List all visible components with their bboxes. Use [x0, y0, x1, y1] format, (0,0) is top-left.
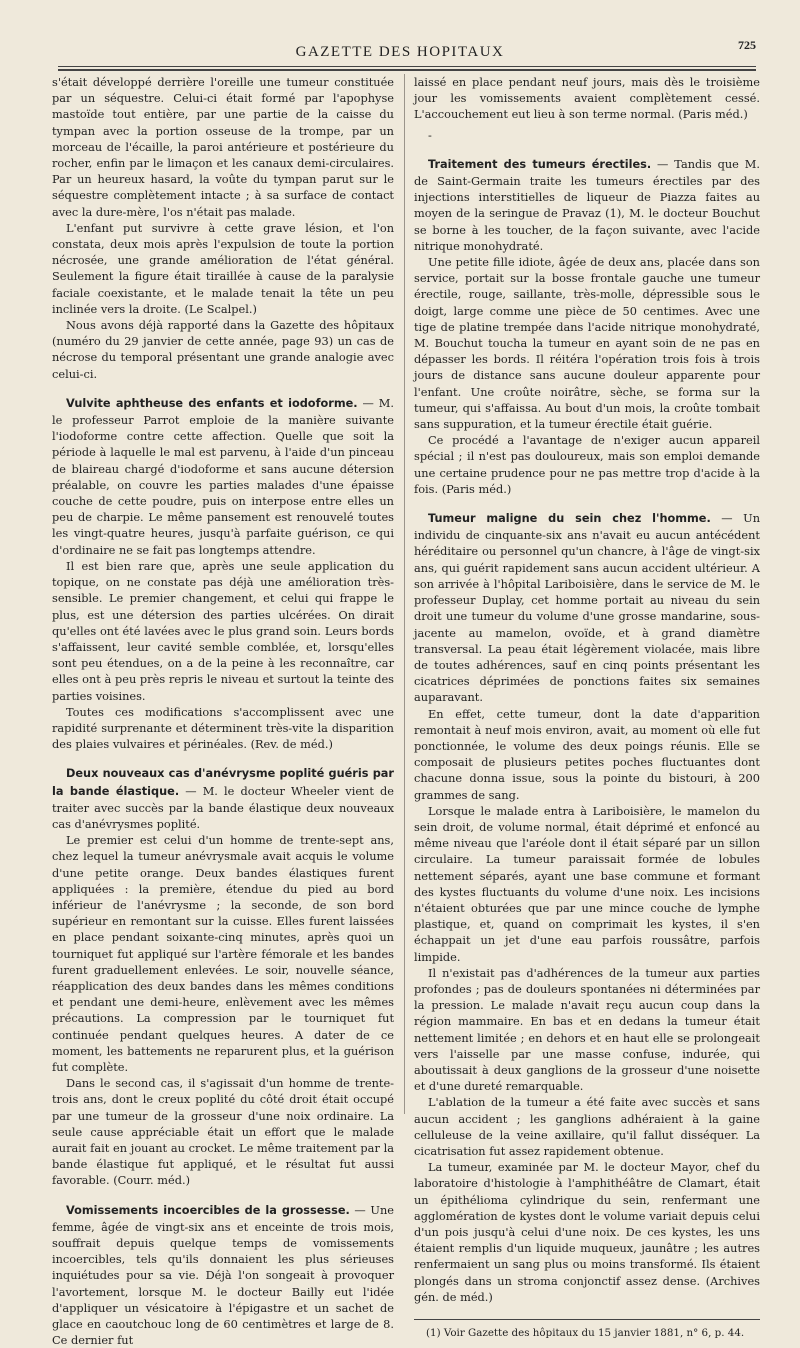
paragraph: Toutes ces modifications s'accomplissent avec une rapidité surprenante et déterminent très-vite la disparition des plaies vulvaires et périnéales. (Rev. de méd.) [52, 704, 394, 752]
paragraph-text: Un individu de cinquante-six ans n'avait eu aucun antécédent héréditaire ou personnel qu'un chancre, à l'âge de vingt-six ans, qui guérit rapidement sans aucun accident ultérieur. A son arrivée à l'hôpital Lariboisière, dans le service de M. le professeur Duplay, cet homme portait au niveau du sein droit une tumeur du volume d'une grosse mandarine, sous-jacente au mamelon, ovoïde, et à grand diamètre transversal. La peau était légèrement violacée, mais libre de toutes adhérences, sauf en cinq points présentant les cicatrices déprimées de ponctions faites six semaines auparavant. [414, 511, 761, 705]
footnote: (1) Voir Gazette des hôpitaux du 15 janvier 1881, n° 6, p. 44. [426, 1327, 745, 1340]
article-lead: Deux nouveaux cas d'anévrysme poplité guéris par la bande élastique. — M. le docteur Wheeler vient de traiter avec succès par la bande élastique deux nouveaux cas d'anévrysmes poplité. [52, 767, 394, 831]
header-rule-thick [58, 69, 756, 71]
paragraph-text: Tandis que M. de Saint-Germain traite les tumeurs érectiles par des injections interstitielles de liqueur de Piazza faites au moyen de la seringue de Pravaz (1), M. le docteur Bouchut se borne à les toucher, de la façon suivante, avec l'acide nitrique monohydraté. [414, 156, 760, 253]
article-heading: Tumeur maligne du sein chez l'homme. [428, 512, 711, 526]
article-vulvite [52, 395, 394, 752]
paragraph: Nous avons déjà rapporté dans la Gazette des hôpitaux (numéro du 29 janvier de cette année, page 93) un cas de nécrose du temporal présentant une grande analogie avec celui-ci. [52, 318, 394, 381]
paragraph: Une petite fille idiote, âgée de deux ans, placée dans son service, portait sur la bosse frontale gauche une tumeur érectile, rouge, saillante, très-molle, dépressible sous le doigt, large comme une pièce de 50 centimes. Avec une tige de platine trempée dans l'acide nitrique monohydraté, M. Bouchut toucha la tumeur en ayant soin de ne pas en dépasser les bords. Il réitéra l'opération trois fois à trois jours de distance sans aucune douleur apparente pour l'enfant. Une croûte noirâtre, sèche, se forma sur la tumeur, qui s'affaissa. Au bout d'un mois, la croûte tombait sans suppuration, et la tumeur érectile était guérie. [414, 255, 760, 432]
paragraph-text: M. le docteur Wheeler vient de traiter avec succès par la bande élastique deux nouveaux cas d'anévrysmes poplité. [52, 783, 394, 831]
paragraph: En effet, cette tumeur, dont la date d'apparition remontait à neuf mois environ, avait, au moment où elle fut ponctionnée, le volume des deux poings réunis. Elle se composait de plusieurs petites poches fluctuantes dont chacune donna issue, sous la pointe du bistouri, à 200 grammes de sang. [414, 706, 760, 802]
article-sein [414, 510, 760, 1305]
article-lead: Vulvite aphtheuse des enfants et iodoforme. — M. le professeur Parrot emploie de la manière suivante l'iodoforme contre cette affection. Quelle que soit la période à laquelle le mal est parvenu, à l'aide d'un pinceau de blaireau chargé d'iodoforme et sans aucune détersion préalable, on couvre les parties malades d'une épaisse couche de cette poudre, puis on interpose entre elles un peu de charpie. Le même pansement est renouvelé toutes les vingt-quatre heures, jusqu'à parfaite guérison, ce qui d'ordinaire ne se fait pas longtemps attendre. [52, 395, 394, 557]
article-lead: Traitement des tumeurs érectiles. — Tandis que M. de Saint-Germain traite les tumeurs érectiles par des injections interstitielles de liqueur de Piazza faites au moyen de la seringue de Pravaz (1), M. le docteur Bouchut se borne à les toucher, de la façon suivante, avec l'acide nitrique monohydraté. [414, 156, 760, 253]
article-heading: Vomissements incoercibles de la grossesse. [66, 1203, 350, 1217]
right-column [414, 74, 761, 1340]
paragraph: s'était développé derrière l'oreille une tumeur constituée par un séquestre. Celui-ci était formé par l'apophyse mastoïde tout entière, par une partie de la caisse du tympan avec la portion osseuse de la trompe, par un morceau de l'écaille, la paroi antérieure et postérieure du rocher, enfin par le limaçon et les canaux demi-circulaires. Par un heureux hasard, la voûte du tympan parut sur le séquestre complètement intacte ; à sa surface de contact avec la dure-mère, l'os n'était pas malade. [52, 75, 394, 219]
paragraph: Le premier est celui d'un homme de trente-sept ans, chez lequel la tumeur anévrysmale avait acquis le volume d'une petite orange. Deux bandes élastiques furent appliquées : la première, étendue du pied au bord inférieur de l'anévrysme ; la seconde, de son bord supérieur en remontant sur la cuisse. Elles furent laissées en place pendant soixante-cinq minutes, après quoi un tourniquet fut appliqué sur l'artère fémorale et les bandes furent graduellement enlevées. Le soir, nouvelle séance, réapplication des deux bandes dans les mêmes conditions et pendant une demi-heure, enlèvement avec les mêmes précautions. La compression par le tourniquet fut continuée pendant quelques heures. A dater de ce moment, les battements ne reparurent plus, et la guérison fut complète. [52, 833, 394, 1074]
article-erectiles [414, 156, 760, 497]
section-separator: - [428, 127, 432, 142]
footnote-rule [414, 1319, 760, 1320]
article-heading: Deux nouveaux cas d'anévrysme poplité guéris par la bande élastique. [52, 767, 394, 798]
running-title: GAZETTE DES HOPITAUX [295, 44, 505, 60]
paragraph: Dans le second cas, il s'agissait d'un homme de trente-trois ans, dont le creux poplité du côté droit était occupé par une tumeur de la grosseur d'une noix ordinaire. La seule cause appréciable était un effort que le malade aurait fait en jouant au crocket. Le même traitement par la bande élastique fut appliqué, et le résultat fut aussi favorable. (Courr. méd.) [52, 1076, 394, 1188]
page-number: 725 [738, 38, 756, 52]
article-continuation-vomissements [414, 74, 760, 143]
article-lead: Vomissements incoercibles de la grossesse. — Une femme, âgée de vingt-six ans et enceinte de trois mois, souffrait depuis quelque temps de vomissements incoercibles, tels qu'ils donnaient les plus sérieuses inquiétudes pour sa vie. Déjà l'on songeait à provoquer l'avortement, lorsque M. le docteur Bailly eut l'idée d'appliquer un vésicatoire à l'épigastre et un sachet de glace en caoutchouc long de 60 centimètres et large de 8. Ce dernier fut [52, 1202, 394, 1348]
paragraph: Ce procédé a l'avantage de n'exiger aucun appareil spécial ; il n'est pas douloureux, mais son emploi demande une certaine prudence pour ne pas mettre trop d'acide à la fois. (Paris méd.) [414, 433, 760, 496]
paragraph-text: Une femme, âgée de vingt-six ans et enceinte de trois mois, souffrait depuis quelque temps de vomissements incoercibles, tels qu'ils donnaient les plus sérieuses inquiétudes pour sa vie. Déjà l'on songeait à provoquer l'avortement, lorsque M. le docteur Bailly eut l'idée d'appliquer un vésicatoire à l'épigastre et un sachet de glace en caoutchouc long de 60 centimètres et large de 8. Ce dernier fut [52, 1202, 394, 1348]
paragraph: La tumeur, examinée par M. le docteur Mayor, chef du laboratoire d'histologie à l'amphithéâtre de Clamart, était un épithélioma cylindrique du sein, renfermant une agglomération de kystes dont le volume variait depuis celui d'un pois jusqu'à celui d'une noix. De ces kystes, les uns étaient remplis d'un liquide muqueux, jaunâtre ; les autres renfermaient un sang plus ou moins transformé. Ils étaient plongés dans un stroma conjonctif assez dense. (Archives gén. de méd.) [414, 1160, 760, 1304]
article-heading: Traitement des tumeurs érectiles. [428, 157, 652, 171]
article-heading: Vulvite aphtheuse des enfants et iodoforme. [66, 396, 358, 410]
paragraph: laissé en place pendant neuf jours, mais dès le troisième jour les vomissements avaient complètement cessé. L'accouchement eut lieu à son terme normal. (Paris méd.) [414, 75, 760, 122]
header-rule-thin [58, 66, 756, 67]
left-column [52, 74, 394, 1348]
article-continuation-necrose [52, 74, 394, 382]
paragraph-text: M. le professeur Parrot emploie de la manière suivante l'iodoforme contre cette affection. Quelle que soit la période à laquelle le mal est parvenu, à l'aide d'un pinceau de blaireau chargé d'iodoforme et sans aucune détersion préalable, on couvre les parties malades d'une épaisse couche de cette poudre, puis on interpose entre elles un peu de charpie. Le même pansement est renouvelé toutes les vingt-quatre heures, jusqu'à parfaite guérison, ce qui d'ordinaire ne se fait pas longtemps attendre. [52, 395, 394, 557]
paragraph: Il est bien rare que, après une seule application du topique, on ne constate pas déjà une amélioration très-sensible. Le premier changement, et celui qui frappe le plus, est une détersion des parties ulcérées. On dirait qu'elles ont été lavées avec le plus grand soin. Leurs bords s'affaissent, leur cavité semble comblée, et, lorsqu'elles sont peu étendues, on a de la peine à les reconnaître, car elles ont à peu près repris le niveau et surtout la teinte des parties voisines. [52, 558, 394, 703]
page-header [0, 0, 800, 70]
paragraph: Il n'existait pas d'adhérences de la tumeur aux parties profondes ; pas de douleurs spontanées ni déterminées par la pression. Le malade n'avait reçu aucun coup dans la région mammaire. En bas et en dedans la tumeur était nettement limitée ; en dehors et en haut elle se prolongeait vers l'aisselle par une masse confuse, indurée, qui aboutissait à deux ganglions de la grosseur d'une noisette et d'une dureté remarquable. [414, 965, 760, 1094]
paragraph: L'ablation de la tumeur a été faite avec succès et sans aucun accident ; les ganglions adhéraient à la gaine celluleuse de la veine axillaire, qu'il fallut disséquer. La cicatrisation fut assez rapidement obtenue. [414, 1095, 760, 1158]
column-divider [404, 74, 405, 1114]
article-vomissements [52, 1202, 394, 1348]
paragraph: Lorsque le malade entra à Lariboisière, le mamelon du sein droit, de volume normal, était déprimé et enfoncé au même niveau que l'aréole dont il était séparé par un sillon circulaire. La tumeur paraissait formée de lobules nettement séparés, ayant une base commune et formant des kystes fluctuants du volume d'une noix. Les incisions n'étaient obturées que par une mince couche de lymphe plastique, et, quand on comprimait les kystes, il s'en échappait un jet d'une eau parfois roussâtre, parfois limpide. [414, 803, 760, 964]
paragraph: L'enfant put survivre à cette grave lésion, et l'on constata, deux mois après l'expulsion de toute la portion nécrosée, une grande amélioration de l'état général. Seulement la figure était tiraillée à cause de la paralysie faciale coexistante, et le malade tenait la tête un peu inclinée vers la droite. (Le Scalpel.) [52, 220, 394, 316]
article-lead: Tumeur maligne du sein chez l'homme. — Un individu de cinquante-six ans n'avait eu aucun antécédent héréditaire ou personnel qu'un chancre, à l'âge de vingt-six ans, qui guérit rapidement sans aucun accident ultérieur. A son arrivée à l'hôpital Lariboisière, dans le service de M. le professeur Duplay, cet homme portait au niveau du sein droit une tumeur du volume d'une grosse mandarine, sous-jacente au mamelon, ovoïde, et à grand diamètre transversal. La peau était légèrement violacée, mais libre de toutes adhérences, sauf en cinq points présentant les cicatrices déprimées de ponctions faites six semaines auparavant. [414, 511, 761, 705]
article-anevrysme [52, 765, 394, 1188]
